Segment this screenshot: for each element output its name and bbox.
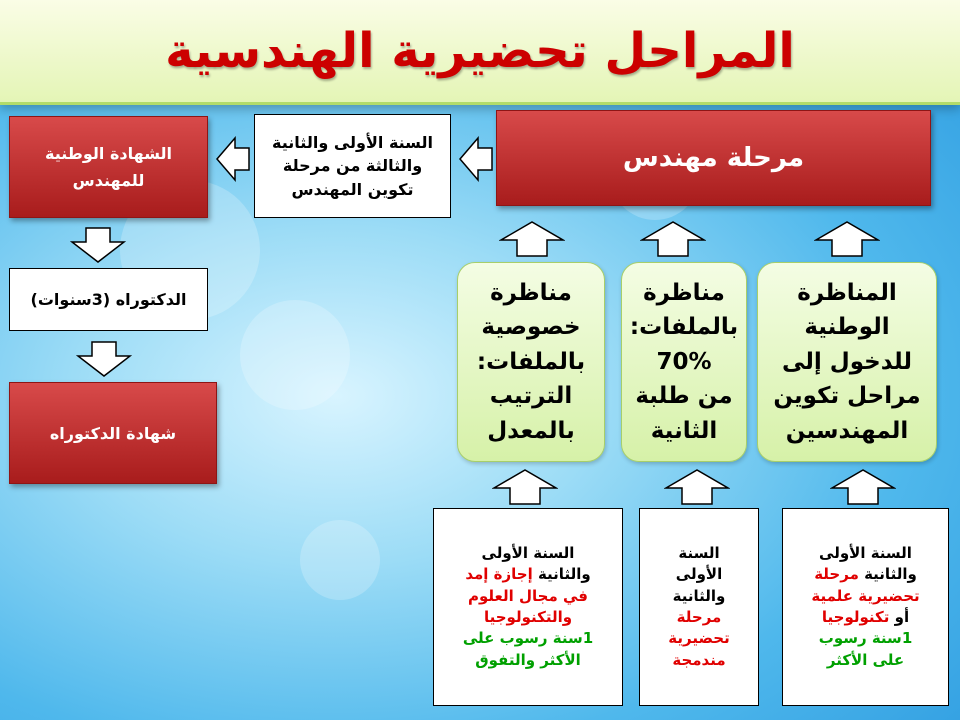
path-integrated-box: [639, 508, 759, 706]
years-line: تكوين المهندس: [291, 179, 414, 199]
contest-files-box: [621, 262, 747, 462]
path-line: أو تكنولوجيا: [821, 608, 910, 626]
doctorate-box: [9, 268, 208, 331]
contest-line: بالملفات:: [476, 348, 586, 375]
doctorate-certificate-label: شهادة الدكتوراه: [49, 423, 177, 443]
arrow-up-icon: [640, 220, 706, 258]
certificate-line: للمهندس: [72, 171, 145, 190]
arrow-up-icon: [814, 220, 880, 258]
doctorate-certificate-box: [9, 382, 217, 484]
contest-line: الترتيب: [489, 383, 573, 410]
arrow-down-icon: [76, 340, 132, 378]
contest-line: 70%: [656, 348, 712, 375]
path-line: والثانية: [672, 586, 726, 605]
national-engineer-certificate-box: [9, 116, 208, 218]
contest-national-box: [757, 262, 937, 462]
path-line: مرحلة: [676, 608, 722, 626]
certificate-line: الشهادة الوطنية: [45, 143, 172, 163]
engineer-years-box: [254, 114, 451, 218]
contest-line: الوطنية: [804, 314, 890, 341]
background-bubble: [240, 300, 350, 410]
contest-line: المهندسين: [785, 417, 909, 444]
path-line: الأولى: [675, 565, 723, 584]
engineer-stage-box: [496, 110, 931, 206]
years-line: والثالثة من مرحلة: [282, 156, 423, 176]
arrow-up-icon: [499, 220, 565, 258]
contest-line: خصوصية: [481, 314, 581, 341]
path-line: السنة الأولى: [481, 544, 575, 563]
arrow-up-icon: [830, 468, 896, 506]
contest-line: مناظرة: [490, 279, 572, 306]
arrow-up-icon: [664, 468, 730, 506]
arrow-up-icon: [492, 468, 558, 506]
path-line: والثانية مرحلة: [814, 565, 917, 584]
title-bar: [0, 0, 960, 105]
path-line: تحضيرية علمية: [811, 586, 920, 605]
path-licence-box: [433, 508, 623, 706]
contest-line: مراحل تكوين: [773, 383, 921, 410]
path-line: 1سنة رسوب: [818, 629, 913, 648]
page-title: المراحل تحضيرية الهندسية: [165, 23, 795, 79]
path-preparatory-box: [782, 508, 949, 706]
path-line: مندمجة: [672, 650, 726, 669]
contest-line: للدخول إلى: [781, 348, 913, 375]
contest-line: من طلبة: [635, 383, 733, 410]
contest-line: بالملفات:: [629, 314, 739, 341]
path-line: والتكنولوجيا: [483, 608, 573, 626]
arrow-left-icon: [458, 136, 494, 182]
contest-specific-box: [457, 262, 605, 462]
doctorate-label: الدكتوراه (3سنوات): [30, 290, 187, 309]
contest-line: المناظرة: [797, 279, 897, 306]
arrow-left-icon: [215, 136, 251, 182]
path-line: الأكثر والتفوق: [475, 650, 581, 669]
path-line: على الأكثر: [826, 650, 905, 669]
contest-line: الثانية: [650, 417, 718, 444]
arrow-down-icon: [70, 226, 126, 264]
path-line: السنة: [678, 544, 720, 563]
path-line: تحضيرية: [668, 629, 730, 648]
background-bubble: [300, 520, 380, 600]
years-line: السنة الأولى والثانية: [272, 133, 433, 153]
contest-line: مناظرة: [643, 279, 725, 306]
path-line: 1سنة رسوب على: [462, 629, 594, 648]
path-line: السنة الأولى: [819, 544, 912, 563]
path-line: في مجال العلوم: [468, 586, 588, 605]
contest-line: بالمعدل: [487, 417, 575, 444]
engineer-stage-label: مرحلة مهندس: [622, 143, 805, 173]
path-line: والثانية إجازة إمد: [465, 565, 591, 584]
